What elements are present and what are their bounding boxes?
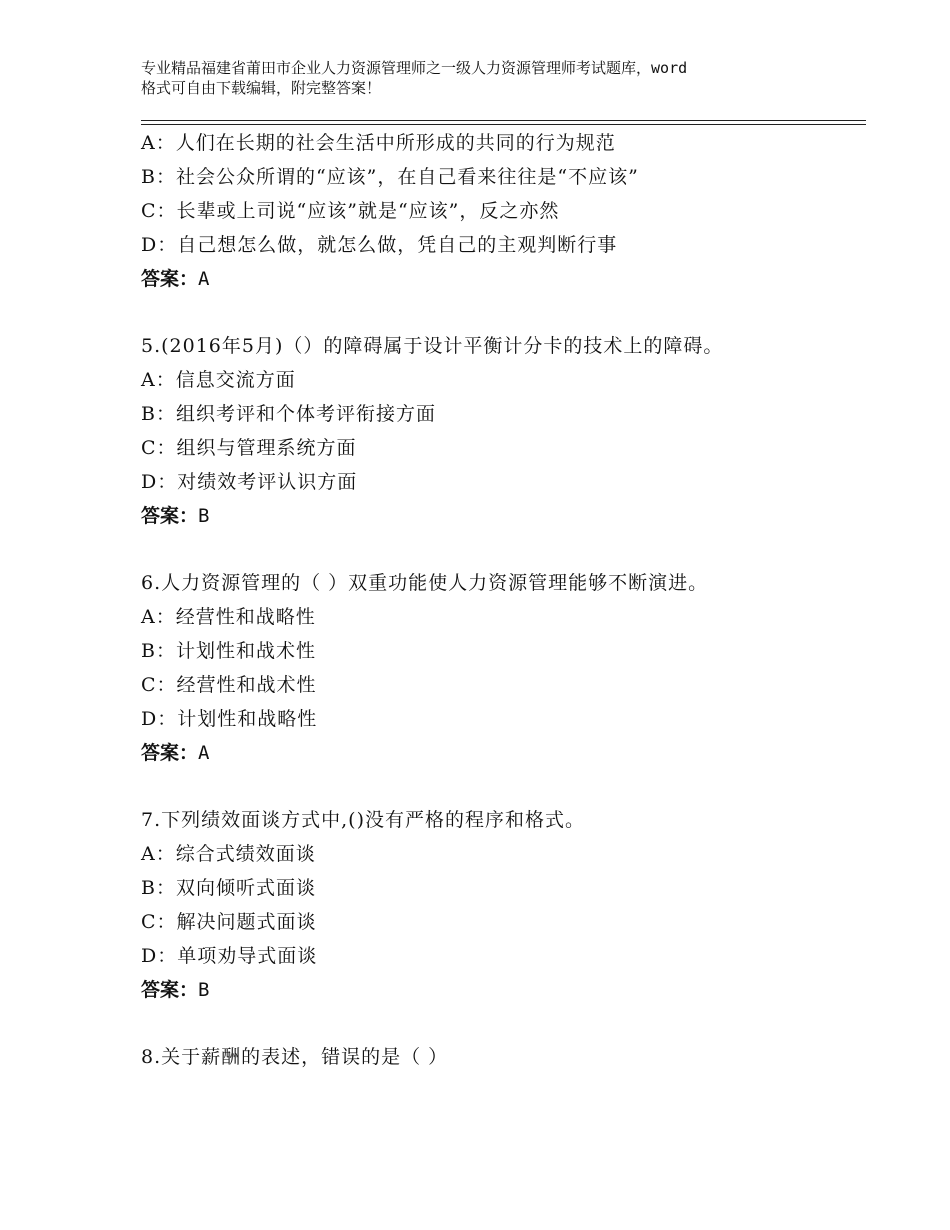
spacer — [141, 533, 861, 566]
answer-label: 答案： — [141, 505, 199, 527]
option-a: A：经营性和战略性 — [141, 606, 316, 628]
option-b: B：组织考评和个体考评衔接方面 — [141, 403, 436, 425]
spacer — [141, 770, 861, 803]
option-d: D：对绩效考评认识方面 — [141, 471, 358, 493]
option-a: A：人们在长期的社会生活中所形成的共同的行为规范 — [141, 132, 616, 154]
question-7 — [141, 803, 861, 1007]
spacer — [141, 1007, 861, 1040]
question-stem: 6.人力资源管理的（ ）双重功能使人力资源管理能够不断演进。 — [141, 572, 709, 594]
answer-value: A — [198, 268, 210, 290]
answer-label: 答案： — [141, 268, 199, 290]
header-divider-top — [141, 120, 866, 121]
answer-line — [141, 499, 861, 533]
option-c: C：经营性和战术性 — [141, 674, 317, 696]
question-stem: 8.关于薪酬的表述，错误的是（ ） — [141, 1046, 449, 1068]
answer-label: 答案： — [141, 742, 199, 764]
question-stem: 5.(2016年5月)（）的障碍属于设计平衡计分卡的技术上的障碍。 — [141, 335, 724, 357]
spacer — [141, 296, 861, 329]
option-d: D：计划性和战略性 — [141, 708, 318, 730]
option-c: C：长辈或上司说“应该”就是“应该”，反之亦然 — [141, 200, 560, 222]
option-c: C：解决问题式面谈 — [141, 911, 317, 933]
header-line-1: 专业精品福建省莆田市企业人力资源管理师之一级人力资源管理师考试题库，word — [141, 59, 688, 77]
question-list — [141, 126, 861, 1074]
answer-line — [141, 736, 861, 770]
option-a: A：信息交流方面 — [141, 369, 296, 391]
answer-value: B — [198, 505, 210, 527]
option-d: D：单项劝导式面谈 — [141, 945, 318, 967]
answer-label: 答案： — [141, 979, 199, 1001]
answer-line — [141, 262, 861, 296]
question-5 — [141, 329, 861, 533]
answer-value: A — [198, 742, 210, 764]
question-6 — [141, 566, 861, 770]
option-b: B：社会公众所谓的“应该”，在自己看来往往是“不应该” — [141, 166, 639, 188]
option-b: B：双向倾听式面谈 — [141, 877, 316, 899]
document-header — [141, 58, 831, 98]
answer-value: B — [198, 979, 210, 1001]
question-stem: 7.下列绩效面谈方式中,()没有严格的程序和格式。 — [141, 809, 585, 831]
answer-line — [141, 973, 861, 1007]
header-line-2: 格式可自由下载编辑，附完整答案！ — [141, 79, 382, 97]
option-c: C：组织与管理系统方面 — [141, 437, 357, 459]
option-d: D：自己想怎么做，就怎么做，凭自己的主观判断行事 — [141, 234, 618, 256]
header-divider-bottom — [141, 124, 866, 125]
option-b: B：计划性和战术性 — [141, 640, 316, 662]
option-a: A：综合式绩效面谈 — [141, 843, 316, 865]
question-8 — [141, 1040, 861, 1074]
question-4-continued — [141, 126, 861, 296]
